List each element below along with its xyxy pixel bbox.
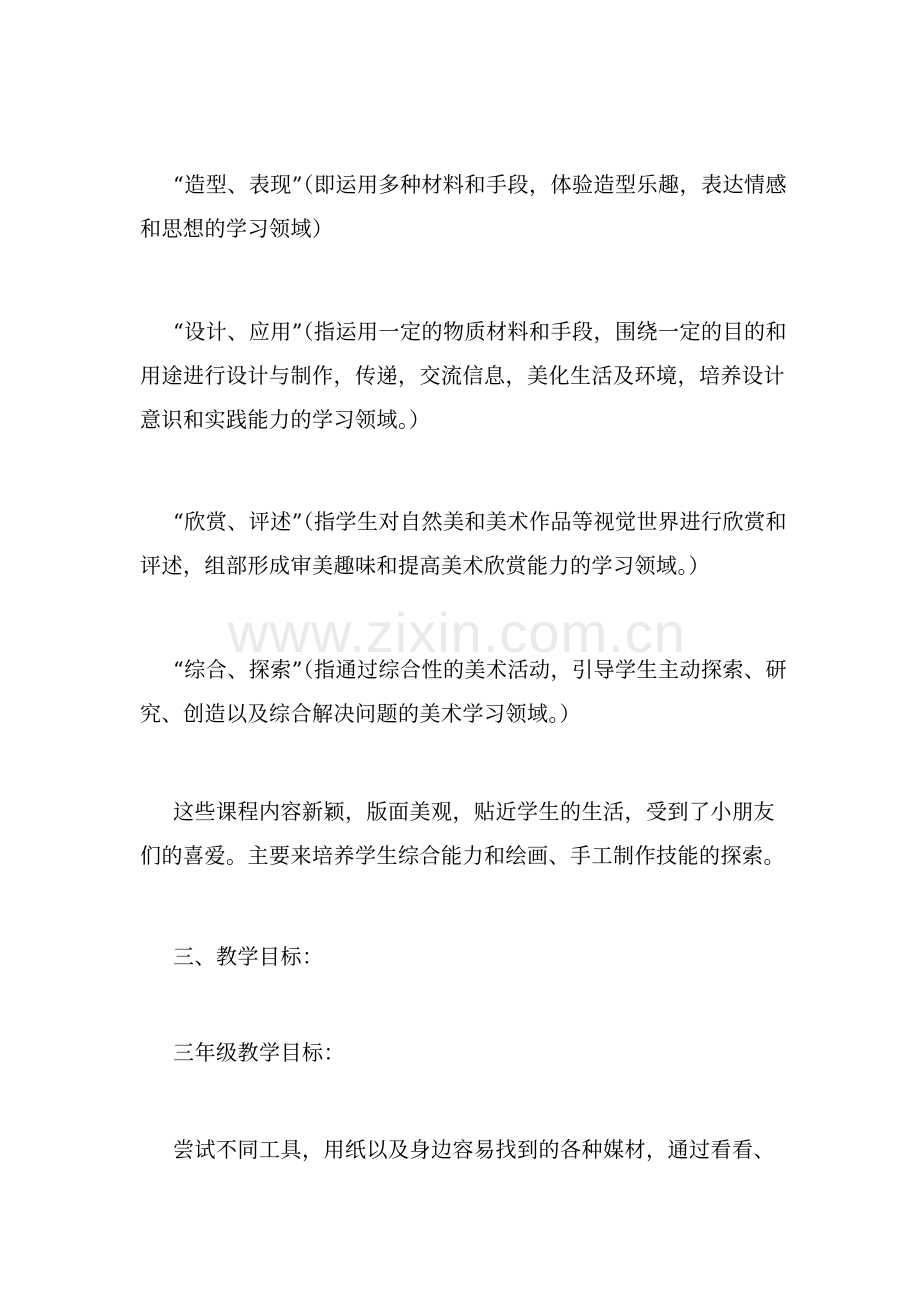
paragraph-synthesis-exploration: “综合、探索”（指通过综合性的美术活动，引导学生主动探索、研究、创造以及综合解决问题的美术学习领域。）	[140, 658, 787, 726]
watermark: www.zixin.com.cn	[228, 601, 686, 664]
subheading-grade-three-goals: 三年级教学目标：	[173, 1041, 345, 1065]
paragraph-grade-three-goal-text: 尝试不同工具，用纸以及身边容易找到的各种媒材，通过看看、	[173, 1138, 775, 1162]
paragraph-appreciation-review: “欣赏、评述”（指学生对自然美和美术作品等视觉世界进行欣赏和评述，组部形成审美趣味和提高美术欣赏能力的学习领域。）	[140, 510, 787, 578]
paragraph-course-summary: 这些课程内容新颖，版面美观，贴近学生的生活，受到了小朋友们的喜爱。主要来培养学生综合能力和绘画、手工制作技能的探索。	[140, 800, 785, 868]
paragraph-design-application: “设计、应用”（指运用一定的物质材料和手段，围绕一定的目的和用途进行设计与制作，传递，交流信息，美化生活及环境，培养设计意识和实践能力的学习领域。）	[140, 320, 787, 432]
paragraph-modeling-expression: “造型、表现”（即运用多种材料和手段，体验造型乐趣，表达情感和思想的学习领域）	[140, 173, 787, 241]
section-heading-teaching-goals: 三、教学目标：	[173, 945, 324, 969]
